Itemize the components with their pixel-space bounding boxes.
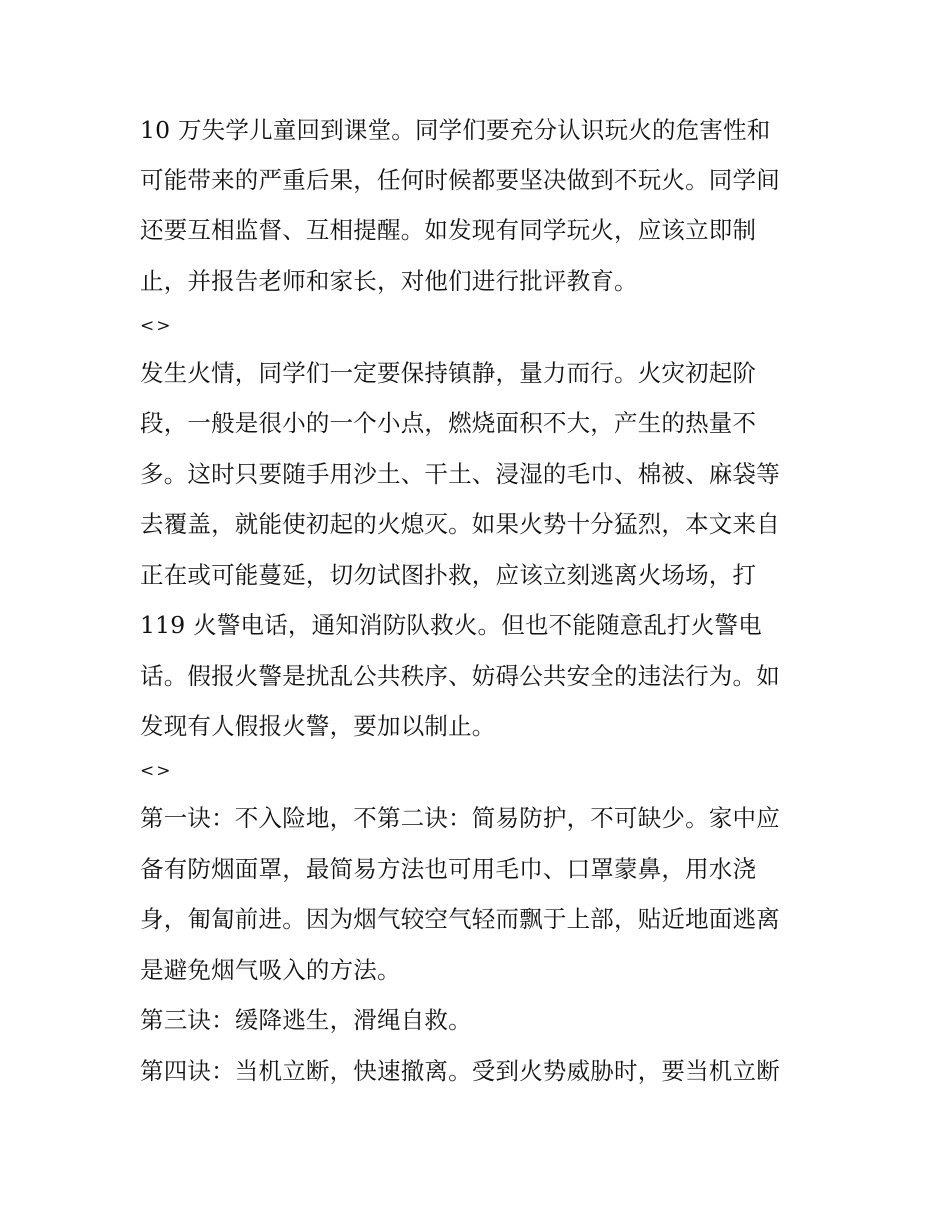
text-line: 话。假报火警是扰乱公共秩序、妨碍公共安全的违法行为。如 <box>140 662 780 690</box>
text-line: 第三诀：缓降逃生，滑绳自救。 <box>140 1006 472 1034</box>
text-line: 发现有人假报火警，要加以制止。 <box>140 712 496 740</box>
section-marker: <> <box>140 316 173 336</box>
text-line: 119 火警电话，通知消防队救火。但也不能随意乱打火警电 <box>140 611 762 639</box>
text-line: 备有防烟面罩，最简易方法也可用毛巾、口罩蒙鼻，用水浇 <box>140 855 757 883</box>
text-line: 多。这时只要随手用沙土、干土、浸湿的毛巾、棉被、麻袋等 <box>140 460 780 488</box>
text-line: 10 万失学儿童回到课堂。同学们要充分认识玩火的危害性和 <box>140 116 771 144</box>
text-line: 发生火情，同学们一定要保持镇静，量力而行。火灾初起阶 <box>140 359 757 387</box>
text-line: 可能带来的严重后果，任何时候都要坚决做到不玩火。同学间 <box>140 166 780 194</box>
text-line: 第四诀：当机立断，快速撤离。受到火势威胁时，要当机立断 <box>140 1057 780 1085</box>
text-line: 是避免烟气吸入的方法。 <box>140 956 401 984</box>
text-line: 去覆盖，就能使初起的火熄灭。如果火势十分猛烈，本文来自 <box>140 510 780 538</box>
text-line: 还要互相监督、互相提醒。如发现有同学玩火，应该立即制 <box>140 216 757 244</box>
text-line: 正在或可能蔓延，切勿试图扑救，应该立刻逃离火场场，打 <box>140 561 757 589</box>
text-line: 第一诀：不入险地，不第二诀：简易防护，不可缺少。家中应 <box>140 804 780 832</box>
text-line: 身，匍匐前进。因为烟气较空气轻而飘于上部，贴近地面逃离 <box>140 905 780 933</box>
text-line: 段，一般是很小的一个小点，燃烧面积不大，产生的热量不 <box>140 409 757 437</box>
section-marker: <> <box>140 761 173 781</box>
text-line: 止，并报告老师和家长，对他们进行批评教育。 <box>140 267 638 295</box>
